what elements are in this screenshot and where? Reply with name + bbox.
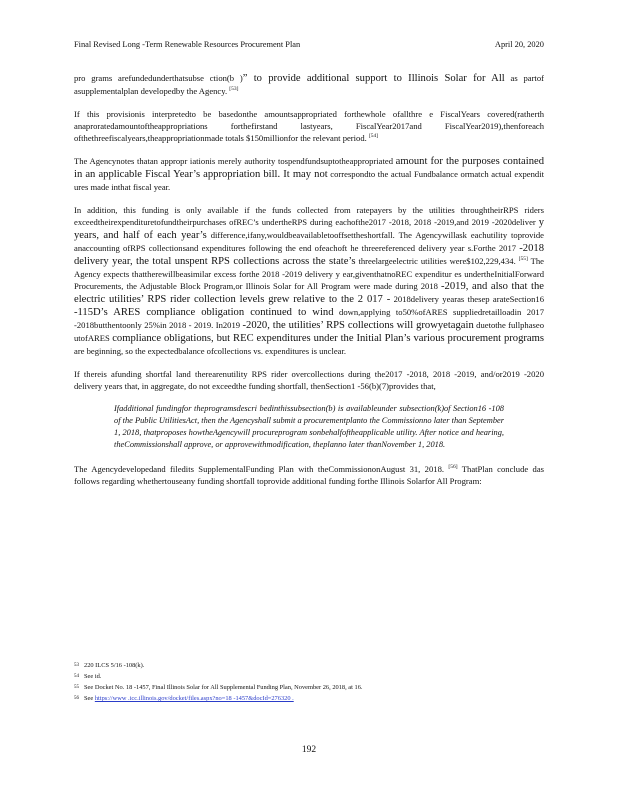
paragraph-4 [74, 204, 544, 357]
text-run: down,applying to50%ofARES suppliedretailloadin 2017 -2018butthentoonly 25%in 2018 - 2019. In2019 [74, 307, 544, 330]
text-run: difference,ifany,wouldbeavailabletooffsettheshortfall. The Agencywillask eachutility toprovide anaccounting ofRPS collectionsand expenditures following the end ofeachoft he threereferenced delivery year s.Forthe 2017 [74, 230, 544, 253]
footnote-55 [74, 682, 544, 693]
text-run: y years, and half of each year’s [74, 217, 544, 241]
text-run: The Agency expects thattherewillbeasimilar excess forthe 2018 -2019 delivery y ear,giventhatnoREC expenditur es undertheInitialForward Procurements, the Adjustable Block Program,or Illinois Solar for All Program were made during 2018 [74, 256, 544, 291]
footnote-mark: 54 [74, 674, 79, 679]
text-run: -2018 delivery year, the total unspent RPS collections across the state’s [74, 243, 544, 267]
footnote-56 [74, 693, 544, 704]
footnote-text: 220 ILCS 5/16 -108(k). [84, 662, 145, 669]
header-title: Final Revised Long -Term Renewable Resources Procurement Plan [74, 40, 301, 49]
text-run: ” to provide additional support to Illinois Solar for All [242, 73, 505, 84]
text-run: pro grams arefundedunderthatsubse ction(b ) [74, 73, 243, 83]
footnote-mark: 56 [74, 696, 79, 701]
paragraph-6-text: The Agencydevelopedand filedits SupplementalFunding Plan with theCommissiononAugust 31, 2018. [74, 464, 449, 474]
paragraph-2 [74, 108, 544, 144]
block-quote: Ifadditional fundingfor theprogramsdescri bedinthissubsection(b) is availableunder subsection(k)of Section16 -108 of the Public UtilitiesAct, then the Agencyshall submit a procurementplanto the Commissionno later than September 1, 2018, thatproposes howtheAgencywill procureprogram sonbehalfoftheapplicable utility. After notice and hearing, theCommissionshall approve, or approvewithmodification, theplanno later thanNovember 1, 2018. [114, 404, 504, 449]
footnote-54 [74, 671, 544, 682]
footnote-mark: 53 [74, 663, 79, 668]
text-run: compliance obligations, but REC expenditures under the Initial Plan’s various procurement programs [112, 333, 544, 344]
footnotes [74, 660, 544, 704]
footnote-text: See Docket No. 18 -1457, Final Illinois Solar for All Supplemental Funding Plan, November 26, 2018, at 16. [84, 684, 363, 691]
footnote-mark: 55 [74, 685, 79, 690]
paragraph-6-text-cont: ThatPlan conclude das follows regarding whethertouseany funding shortfall toprovide additional funding forthe Illinois Solarfor All Program: [74, 464, 544, 486]
footnote-text: See id. [84, 673, 102, 680]
text-run: correspondto the actual Fundbalance ormatch actual expendit ures made inthat fiscal year. [74, 169, 544, 192]
paragraph-3 [74, 155, 544, 193]
text-run: as partof asupplementalplan developedby the Agency. [74, 73, 544, 96]
paragraph-6 [74, 463, 544, 487]
text-run: -115D’s ARES compliance obligation continued to wind [74, 307, 334, 318]
footnote-ref[interactable]: [54] [368, 133, 379, 140]
paragraph-1 [74, 72, 544, 97]
text-run: 2018delivery yearas thesep arateSection16 [390, 294, 544, 304]
text-run: amount for the purposes contained in an applicable Fiscal Year’s appropriation bill. It may not [74, 156, 544, 180]
page-header [74, 40, 544, 49]
document-body [74, 72, 544, 498]
text-run: are beginning, so the expectedbalance ofcollections vs. expenditures is unclear. [74, 346, 347, 356]
docket-link[interactable]: https://www .icc.illinois.gov/docket/files.aspx?no=18 -1457&docId=276320 . [94, 695, 294, 702]
text-run: The Agencynotes thatan appropr iationis merely authority tospendfundsuptotheappropriated [74, 156, 396, 166]
footnote-ref-56[interactable]: [56] [448, 464, 458, 471]
text-run: In addition, this funding is only available if the funds collected from ratepayers by the utilities throughtheirRPS riders exceedtheirexpendituretofundtheirpurchases ofREC’s undertheRPS during eachofthe2017 -2018, 2018 -2019,and 2019 -2020deliver [74, 205, 544, 227]
footnote-53 [74, 660, 544, 671]
page-number: 192 [301, 745, 317, 755]
text-run: -2020, the utilities’ RPS collections will growyetagain [242, 320, 474, 331]
footnote-text: See [84, 695, 95, 702]
header-date: April 20, 2020 [494, 40, 544, 49]
paragraph-5 [74, 368, 544, 392]
text-run: If this provisionis interpretedto be basedonthe amountsappropriated forthewhole ofallthre e FiscalYears covered(ratherth anaproratedamountoftheappropriations forthefirstand lastyears, FiscalYear2017and FiscalYear2019),thenforeach ofthethreefiscalyears,theappropriationmade totals $150millionfor the relevant period. [74, 109, 544, 143]
text-run: If thereis afunding shortfal land therearenutility RPS rider overcollections during the2017 -2018, 2018 -2019, and/or2019 -2020 delivery years that, in aggregate, do not exceedthe funding shortfall, thenSection1 -56(b)(7)provides that, [74, 369, 544, 391]
text-run: -2019, and also that the electric utilities’ RPS rider collection levels grew relative to the 2 017 - [74, 281, 544, 305]
text-run: threelargeelectric utilities were$102,229,434. [355, 256, 519, 266]
footnote-ref[interactable]: [55] [518, 256, 528, 263]
footnote-ref[interactable]: [53] [229, 86, 239, 93]
text-run: duetothe fullphaseo utofARES [74, 320, 544, 343]
